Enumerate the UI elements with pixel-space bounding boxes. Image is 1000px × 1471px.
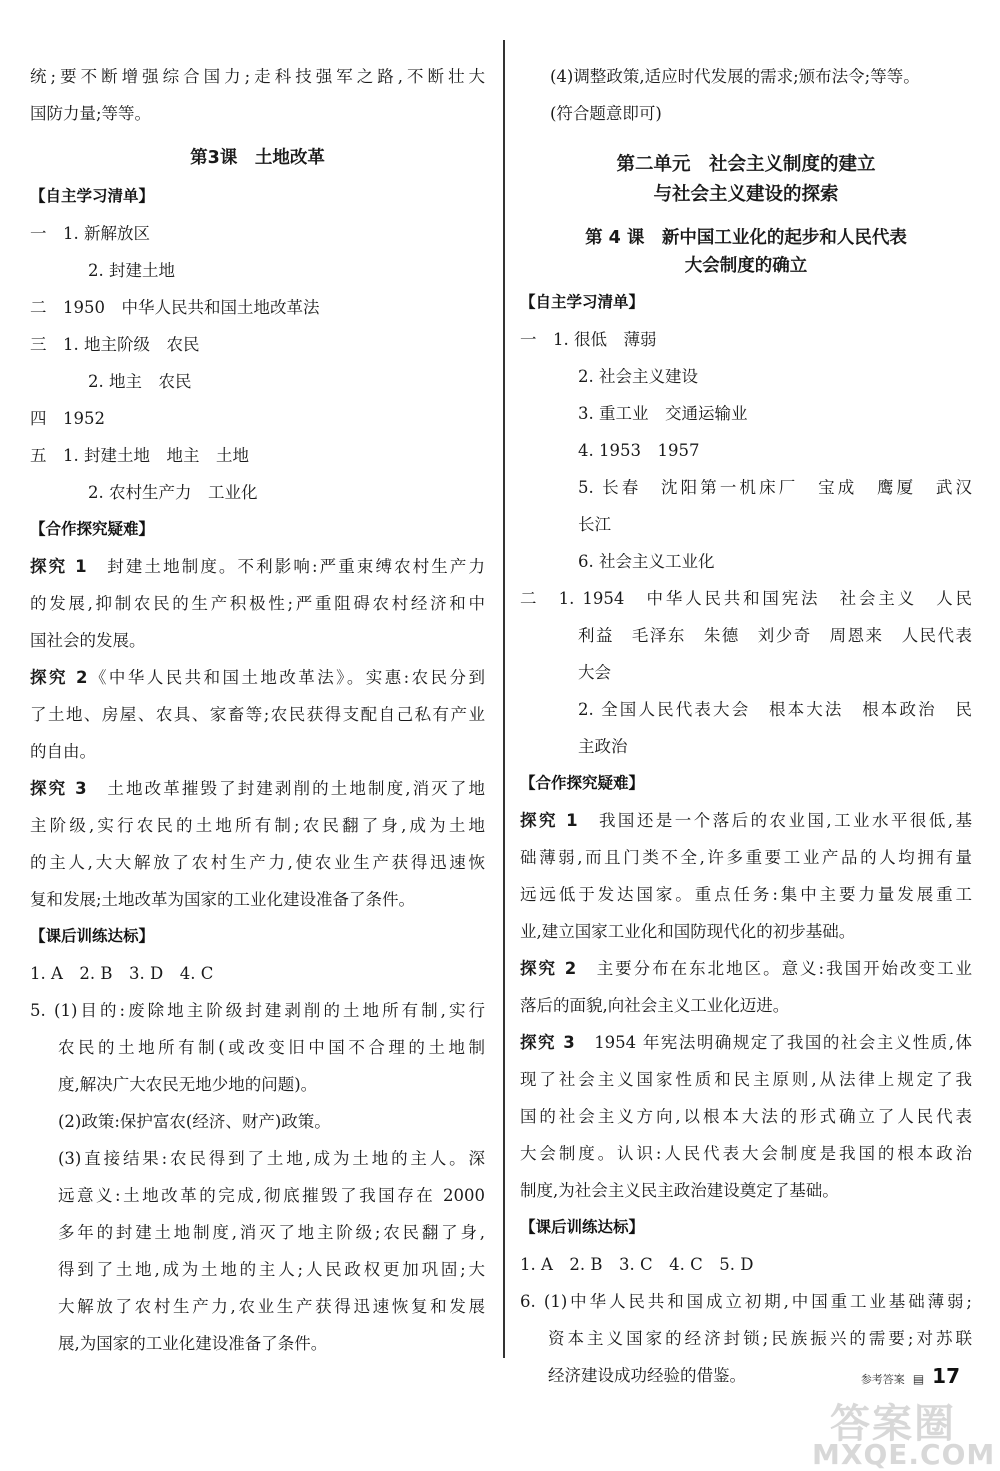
text-line: (4)调整政策,适应时代发展的需求;颁布法令;等等。 (550, 67, 920, 86)
explore-text: 《中华人民共和国土地改革法》。实惠:农民分到 (87, 668, 485, 687)
lesson-title-line: 大会制度的确立 (684, 256, 808, 276)
list-item: 2. 农村生产力 工业化 (88, 483, 258, 502)
q5-line: 5. (1)目的:废除地主阶级封建剥削的土地所有制,实行 (30, 1001, 485, 1020)
list-item: 2. 封建土地 (88, 261, 175, 280)
practice-answers: 1. A 2. B 3. D 4. C (30, 964, 214, 983)
explore-3-line: 的主人,大大解放了农村生产力,使农业生产获得迅速恢 (30, 853, 485, 872)
explore-3-line (30, 770, 485, 807)
list-item: 2. 社会主义建设 (578, 367, 698, 386)
section-header-cooperative: 【合作探究疑难】 (520, 774, 645, 792)
list-item: 6. 社会主义工业化 (578, 552, 715, 571)
practice-answers: 1. A 2. B 3. C 4. C 5. D (520, 1255, 754, 1274)
text-line: 国防力量;等等。 (30, 104, 152, 123)
q5-line: 多年的封建土地制度,消灭了地主阶级;农民翻了身, (58, 1223, 485, 1242)
list-item: 一 1. 很低 薄弱 (520, 330, 657, 349)
list-item: 2. 地主 农民 (88, 372, 192, 391)
q5-line: 大解放了农村生产力,农业生产获得迅速恢复和发展 (58, 1297, 485, 1316)
list-item: 2. 全国人民代表大会 根本大法 根本政治 民 (578, 700, 972, 719)
list-item: 二 1950 中华人民共和国土地改革法 (30, 298, 320, 317)
list-item: 二 1. 1954 中华人民共和国宪法 社会主义 人民 (520, 589, 972, 608)
explore-1-line: 国社会的发展。 (30, 631, 146, 650)
column-divider (503, 40, 505, 1358)
section-header-practice: 【课后训练达标】 (30, 927, 155, 945)
explore-1-line: 的发展,抑制农民的生产积极性;严重阻碍农村经济和中 (30, 594, 485, 613)
explore-text: 主要分布在东北地区。意义:我国开始改变工业 (596, 959, 973, 978)
q5-line: 展,为国家的工业化建设准备了条件。 (58, 1334, 328, 1353)
book-icon: ▤ (912, 1372, 925, 1386)
left-column (30, 58, 485, 1362)
explore-label: 探究 2 (30, 668, 88, 687)
explore-1-line (520, 802, 972, 839)
explore-label: 探究 3 (30, 779, 87, 798)
explore-text: 土地改革摧毁了封建剥削的土地制度,消灭了地 (107, 779, 486, 798)
list-item: 5. 长春 沈阳第一机床厂 宝成 鹰厦 武汉 (578, 478, 972, 497)
lesson-4-title (520, 224, 972, 280)
unit-title-line: 与社会主义建设的探索 (653, 184, 839, 205)
q5-line: (3)直接结果:农民得到了土地,成为土地的主人。深 (58, 1149, 485, 1168)
explore-3-line: 大会制度。认识:人民代表大会制度是我国的根本政治 (520, 1144, 972, 1163)
explore-3-line: 主阶级,实行农民的土地所有制;农民翻了身,成为土地 (30, 816, 485, 835)
list-item: 大会 (578, 663, 611, 682)
q6-line: 资本主义国家的经济封锁;民族振兴的需要;对苏联 (548, 1329, 972, 1348)
q5-line: 得到了土地,成为土地的主人;人民政权更加巩固;大 (58, 1260, 485, 1279)
explore-1-line: 远远低于发达国家。重点任务:集中主要力量发展重工 (520, 885, 972, 904)
explore-1-line: 础薄弱,而且门类不全,许多重要工业产品的人均拥有量 (520, 848, 972, 867)
explore-1-line (30, 548, 485, 585)
explore-2-line: 了土地、房屋、农具、家畜等;农民获得支配自己私有产业 (30, 705, 485, 724)
list-item: 主政治 (578, 737, 628, 756)
explore-1-line: 业,建立国家工业化和国防现代化的初步基础。 (520, 922, 856, 941)
section-header-self-study: 【自主学习清单】 (30, 187, 155, 205)
explore-text: 我国还是一个落后的农业国,工业水平很低,基 (598, 811, 972, 830)
section-header-self-study: 【自主学习清单】 (520, 293, 645, 311)
q6-line: 经济建设成功经验的借鉴。 (548, 1366, 746, 1385)
section-header-practice: 【课后训练达标】 (520, 1218, 645, 1236)
explore-2-line: 落后的面貌,向社会主义工业化迈进。 (520, 996, 790, 1015)
q5-line: 远意义:土地改革的完成,彻底摧毁了我国存在 2000 (58, 1186, 485, 1205)
unit-title-line: 第二单元 社会主义制度的建立 (616, 154, 876, 175)
explore-text: 封建土地制度。不利影响:严重束缚农村生产力 (107, 557, 486, 576)
text-line: 统;要不断增强综合国力;走科技强军之路,不断壮大 (30, 67, 485, 86)
list-item: 4. 1953 1957 (578, 441, 700, 460)
text-line: (符合题意即可) (550, 104, 662, 123)
explore-label: 探究 1 (520, 811, 578, 830)
q5-line: (2)政策:保护富农(经济、财产)政策。 (58, 1112, 331, 1131)
explore-label: 探究 3 (520, 1033, 575, 1052)
unit-title (520, 150, 972, 210)
list-item: 五 1. 封建土地 地主 土地 (30, 446, 249, 465)
list-item: 三 1. 地主阶级 农民 (30, 335, 200, 354)
watermark-logo: 答案圈 (830, 1401, 956, 1447)
list-item: 四 1952 (30, 409, 105, 428)
explore-3-line: 复和发展;土地改革为国家的工业化建设准备了条件。 (30, 890, 416, 909)
explore-2-line: 的自由。 (30, 742, 96, 761)
page-footer (861, 1364, 960, 1388)
explore-2-line (520, 950, 972, 987)
section-header-cooperative: 【合作探究疑难】 (30, 520, 155, 538)
q5-line: 度,解决广大农民无地少地的问题)。 (58, 1075, 318, 1094)
right-column (520, 58, 972, 1394)
explore-3-line: 国的社会主义方向,以根本大法的形式确立了人民代表 (520, 1107, 972, 1126)
explore-label: 探究 1 (30, 557, 87, 576)
page-number: 17 (932, 1364, 960, 1388)
explore-text: 1954 年宪法明确规定了我国的社会主义性质,体 (594, 1033, 972, 1052)
list-item: 3. 重工业 交通运输业 (578, 404, 748, 423)
explore-3-line: 现了社会主义国家性质和民主原则,从法律上规定了我 (520, 1070, 972, 1089)
list-item: 长江 (578, 515, 611, 534)
explore-3-line (520, 1024, 972, 1061)
reference-label: 参考答案 (860, 1373, 905, 1386)
explore-2-line (30, 659, 485, 696)
explore-label: 探究 2 (520, 959, 577, 978)
list-item: 一 1. 新解放区 (30, 224, 150, 243)
lesson-title-line: 第 4 课 新中国工业化的起步和人民代表 (585, 228, 907, 248)
explore-3-line: 制度,为社会主义民主政治建设奠定了基础。 (520, 1181, 839, 1200)
q5-line: 农民的土地所有制(或改变旧中国不合理的土地制 (58, 1038, 485, 1057)
list-item: 利益 毛泽东 朱德 刘少奇 周恩来 人民代表 (578, 626, 972, 645)
q6-line: 6. (1)中华人民共和国成立初期,中国重工业基础薄弱; (520, 1292, 972, 1311)
watermark-url: MXQE.COM (812, 1438, 996, 1471)
lesson-3-title: 第3课 土地改革 (190, 148, 325, 168)
